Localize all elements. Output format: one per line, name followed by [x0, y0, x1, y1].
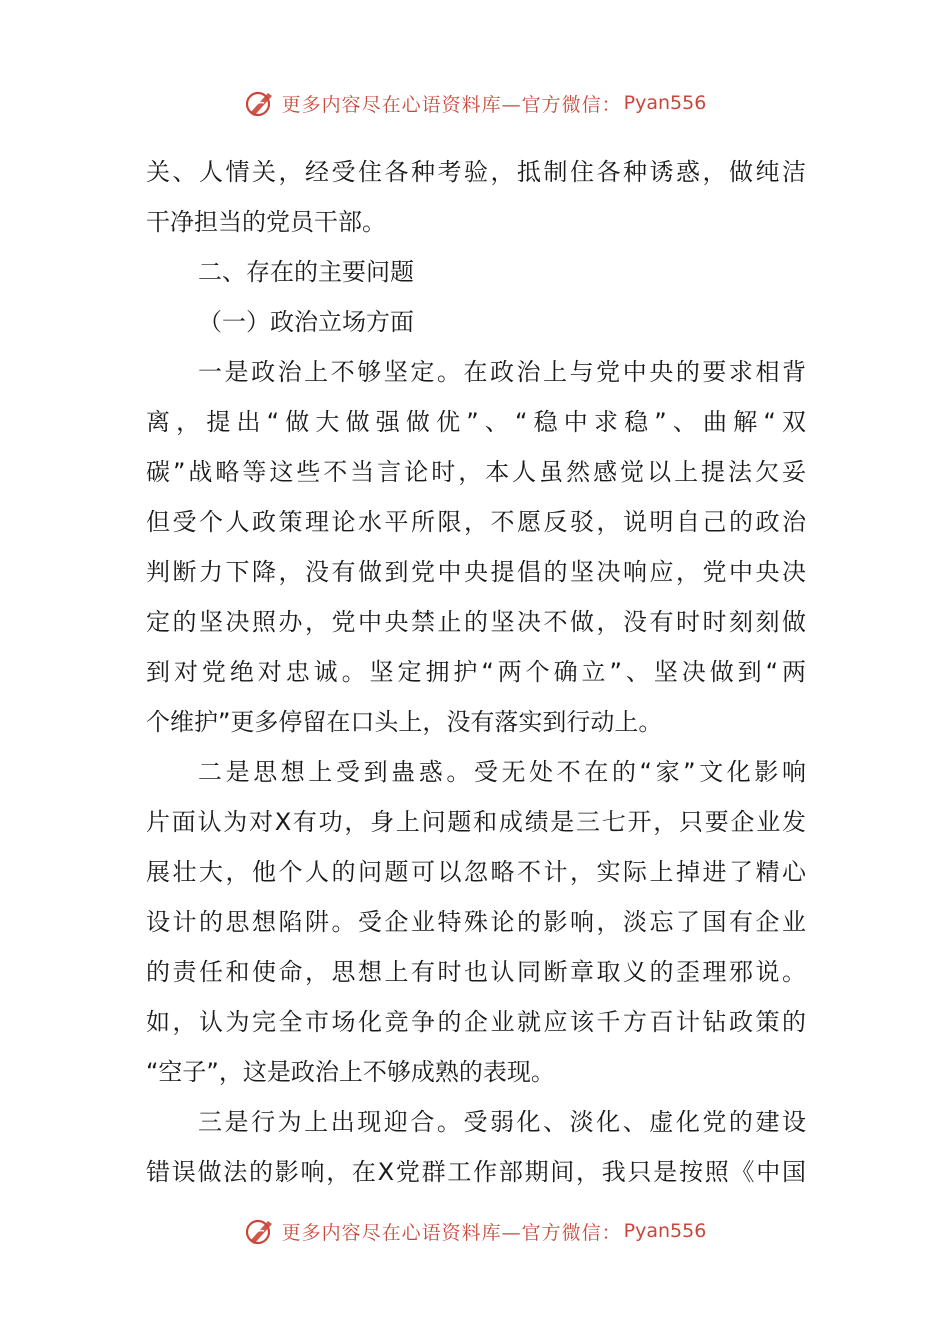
pen-logo-icon [244, 1215, 276, 1247]
text-line: 但受个人政策理论水平所限，不愿反驳，说明自己的政治 [146, 508, 806, 536]
footer-banner [0, 1211, 950, 1251]
pen-logo-icon [244, 87, 276, 119]
header-banner [0, 83, 950, 123]
document-body [146, 147, 806, 1197]
text-line: 离，提出“做大做强做优”、“稳中求稳”、曲解“双 [146, 408, 806, 436]
text-line: 定的坚决照办，党中央禁止的坚决不做，没有时时刻刻做 [146, 608, 806, 636]
text-line: 的责任和使命，思想上有时也认同断章取义的歪理邪说。 [146, 958, 806, 986]
text-line: 展壮大，他个人的问题可以忽略不计，实际上掉进了精心 [146, 858, 806, 886]
section-heading: 二、存在的主要问题 [198, 258, 414, 286]
subsection-heading: （一）政治立场方面 [198, 308, 414, 336]
banner-text: 更多内容尽在心语资料库—官方微信： [281, 93, 622, 116]
banner-text: 更多内容尽在心语资料库—官方微信： [281, 1221, 622, 1244]
text-line: 片面认为对X有功，身上问题和成绩是三七开，只要企业发 [146, 808, 806, 836]
text-line: 一是政治上不够坚定。在政治上与党中央的要求相背 [198, 358, 806, 386]
text-line: 如，认为完全市场化竞争的企业就应该千方百计钻政策的 [146, 1008, 806, 1036]
text-line: 判断力下降，没有做到党中央提倡的坚决响应，党中央决 [146, 558, 806, 586]
text-line: 个维护”更多停留在口头上，没有落实到行动上。 [146, 708, 663, 736]
banner-wechat-id: Pyan556 [623, 1220, 707, 1242]
text-line: 设计的思想陷阱。受企业特殊论的影响，淡忘了国有企业 [146, 908, 806, 936]
text-line: 碳”战略等这些不当言论时，本人虽然感觉以上提法欠妥 [146, 458, 806, 486]
text-line: 关、人情关，经受住各种考验，抵制住各种诱惑，做纯洁 [146, 158, 806, 186]
text-line: “空子”，这是政治上不够成熟的表现。 [146, 1058, 555, 1086]
text-line: 二是思想上受到蛊惑。受无处不在的“家”文化影响 [198, 758, 806, 786]
banner-wechat-id: Pyan556 [623, 92, 707, 114]
text-line: 到对党绝对忠诚。坚定拥护“两个确立”、坚决做到“两 [146, 658, 806, 686]
text-line: 干净担当的党员干部。 [146, 208, 386, 236]
text-line: 错误做法的影响，在X党群工作部期间，我只是按照《中国 [146, 1158, 806, 1186]
text-line: 三是行为上出现迎合。受弱化、淡化、虚化党的建设 [198, 1108, 806, 1136]
